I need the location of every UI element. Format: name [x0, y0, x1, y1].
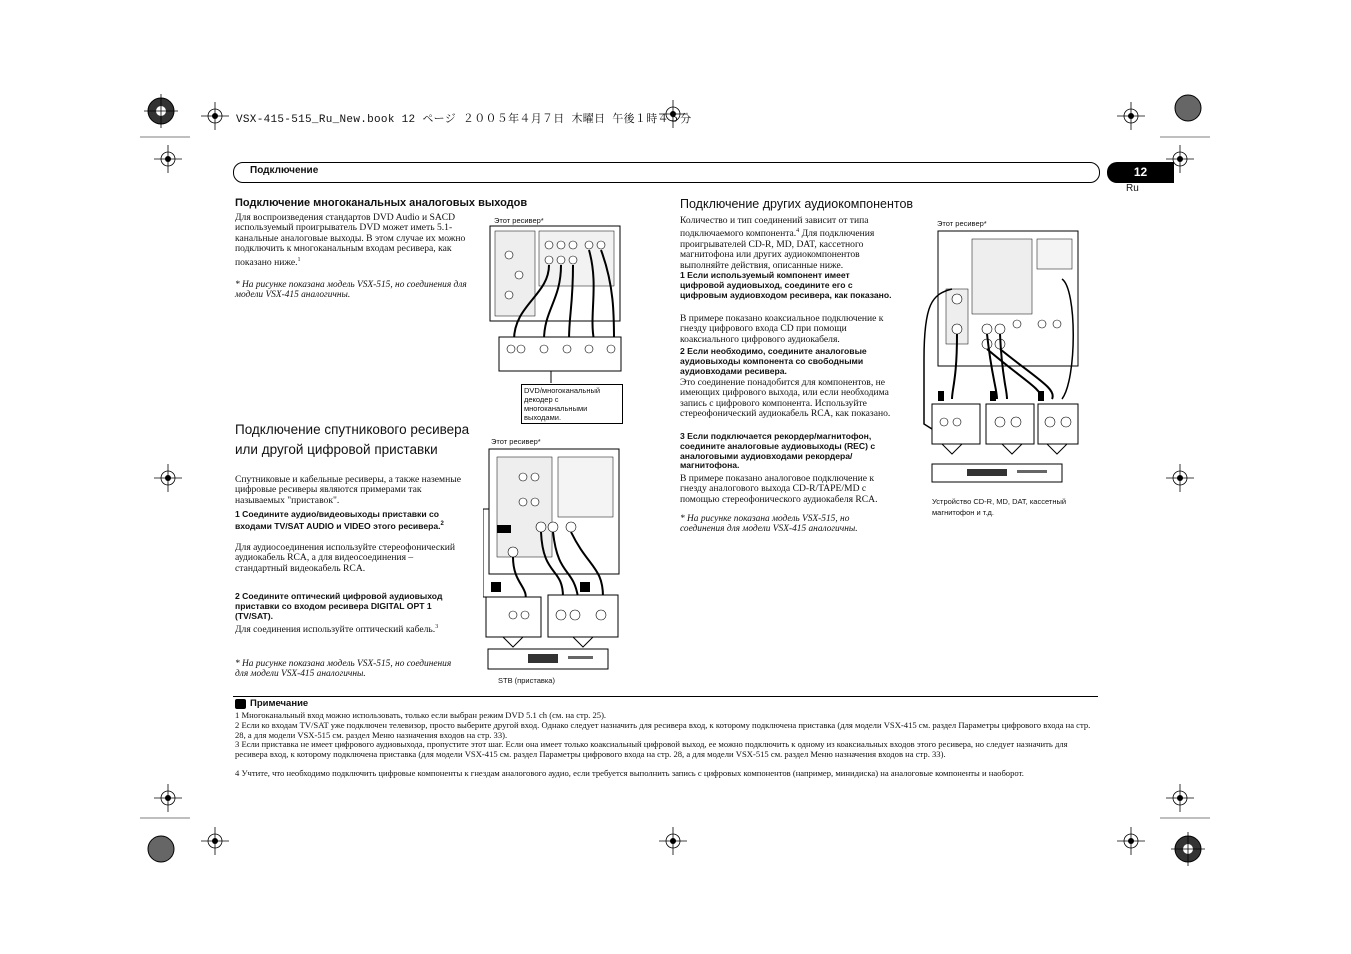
audio-step3-body: В примере показано аналоговое подключение к гнезду аналогового выхода CD-R/TAPE/MD с помощью стереофонического аудиокабеля RCA. — [680, 473, 878, 505]
audio-step3: 3 Если подключается рекордер/магнитофон, соедините аналоговые аудиовыходы (REC) с аналоговыми аудиовходами рекордера/магнитофона. — [680, 431, 876, 471]
language-label: Ru — [1126, 183, 1139, 194]
audio-title: Подключение других аудиокомпонентов — [680, 197, 914, 211]
sat-note: * На рисунке показана модель VSX-515, но соединения для модели VSX-415 аналогичны. — [235, 659, 452, 680]
audio-body: Количество и тип соединений зависит от типа подключаемого компонента.$^4$ Для подключения проигрывателей CD-R, MD, DAT, кассетного магнитофона или других аудиокомпонентов выполняйте действия, описанные ниже. — [680, 215, 875, 271]
notes-heading: Примечание — [250, 698, 309, 709]
multich-title: Подключение многоканальных аналоговых выходов — [235, 197, 528, 209]
audio-step2: 2 Если необходимо, соедините аналоговые аудиовыходы компонента со свободными аудиовходами ресивера. — [680, 346, 867, 376]
page-number: 12 — [1107, 162, 1174, 183]
multich-body: Для воспроизведения стандартов DVD Audio и SACD используемый проигрыватель DVD может иметь 5.1-канальные аналоговые выходы. В этом случае их можно подключить к многоканальным входам ресивера, как показано ниже.$^1$ — [235, 212, 466, 268]
sat-step2-body: Для соединения используйте оптический кабель.$^3$ — [235, 624, 439, 636]
sat-step1-body: Для аудиосоединения используйте стереофонический аудиокабель RCA, а для видеосоединения – стандартный видеокабель RCA. — [235, 542, 456, 574]
audio-receiver-label: Этот ресивер* — [937, 219, 987, 228]
file-info: VSX-415-515_Ru_New.book 12 ページ ２００５年４月７日 木曜日 午後１時４５分 — [236, 114, 692, 126]
sat-step2: 2 Соедините оптический цифровой аудиовыход приставки со входом ресивера DIGITAL OPT 1 (TV/SAT). — [235, 591, 443, 621]
sat-body: Спутниковые и кабельные ресиверы, а также наземные цифровые ресиверы являются примерами так называемых "приставок". — [235, 474, 461, 506]
notes-divider — [233, 696, 1098, 697]
footnote-3: 3 Если приставка не имеет цифрового аудиовыхода, пропустите этот шаг. Если она имеет только коаксиальный цифровой выход, ее можно подключить к одному из коаксиальных входов этого ресивера, но следует назначить для ресивера вход, к которому подключена приставка (для модели VSX-415 см. раздел Параметры цифрового входа на стр. 28, а для модели VSX-515 см. раздел Меню назначения входов на стр. 33). — [235, 739, 1068, 759]
audio-step2-body: Это соединение понадобится для компонентов, не имеющих цифрового выхода, или если необходима запись с цифрового компонента. Используйте стереофонический аудиокабель RCA, как показано. — [680, 377, 891, 420]
multich-receiver-label: Этот ресивер* — [494, 216, 544, 225]
sat-receiver-label: Этот ресивер* — [491, 437, 541, 446]
sat-diagram — [483, 447, 623, 675]
audio-diagram — [912, 229, 1082, 494]
sat-device-label: STB (приставка) — [498, 676, 555, 685]
multich-device-label: DVD/многоканальный декодер с многоканальными выходами. — [521, 384, 623, 424]
multich-note: * На рисунке показана модель VSX-515, но соединения для модели VSX-415 аналогичны. — [235, 280, 467, 301]
sat-step1: 1 Соедините аудио/видеовыходы приставки со входами TV/SAT AUDIO и VIDEO этого ресивера.$^2$ — [235, 509, 444, 531]
audio-device-label: Устройство CD-R, MD, DAT, кассетный магнитофон и т.д. — [932, 497, 1067, 517]
sat-title: Подключение спутникового ресивера или другой цифровой приставки — [235, 422, 470, 457]
audio-step1-body: В примере показано коаксиальное подключение к гнезду цифрового входа CD при помощи коаксиального цифрового аудиокабеля. — [680, 313, 884, 345]
section-title: Подключение — [250, 165, 319, 176]
pencil-icon — [235, 699, 246, 709]
footnote-4: 4 Учтите, что необходимо подключить цифровые компоненты к гнездам аналогового аудио, если требуется выполнить запись с цифровых компонентов (например, минидиска) на аналоговые компоненты и наоборот. — [235, 768, 1024, 778]
audio-step1: 1 Если используемый компонент имеет цифровой аудиовыход, соедините его с цифровым аудиовходом ресивера, как показано. — [680, 270, 892, 300]
footnote-1: 1 Многоканальный вход можно использовать, только если выбран режим DVD 5.1 ch (см. на стр. 25). — [235, 710, 607, 720]
audio-note: * На рисунке показана модель VSX-515, но соединения для модели VSX-415 аналогичны. — [680, 514, 858, 535]
section-bar — [233, 162, 1100, 183]
footnote-2: 2 Если ко входам TV/SAT уже подключен телевизор, просто выберите другой вход. Однако следует назначить для ресивера вход, к которому подключена приставка (для модели VSX-415 см. раздел Параметры цифрового входа на стр. 28, а для модели VSX-515 см. раздел Меню назначения входов на стр. 33). — [235, 720, 1091, 740]
